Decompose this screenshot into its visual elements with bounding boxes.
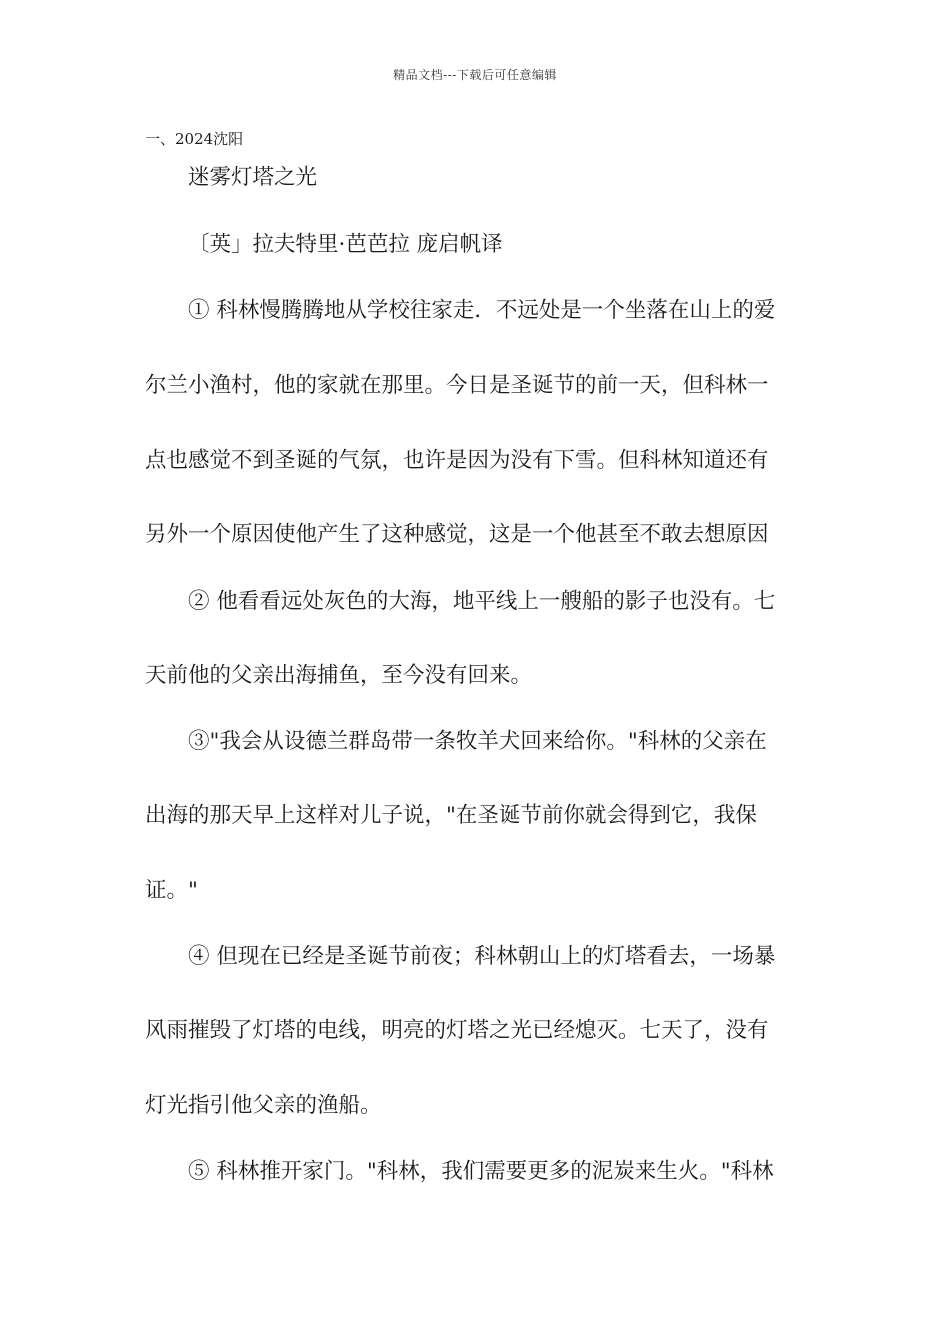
paragraph-line: 点也感觉不到圣诞的气氛，也许是因为没有下雪。但科林知道还有: [145, 448, 769, 473]
paragraph-line: 出海的那天早上这样对儿子说，"在圣诞节前你就会得到它，我保: [145, 803, 757, 828]
paragraph-line: 另外一个原因使他产生了这种感觉，这是一个他甚至不敢去想原因: [145, 522, 769, 547]
page-header: 精品文档---下载后可任意编辑: [393, 68, 557, 82]
section-label: 一、2024沈阳: [145, 130, 244, 148]
paragraph-line: 证。": [145, 878, 198, 903]
paragraph-line: 灯光指引他父亲的渔船。: [145, 1093, 382, 1118]
paragraph-line: 天前他的父亲出海捕鱼，至今没有回来。: [145, 663, 533, 688]
paragraph-line: 风雨摧毁了灯塔的电线，明亮的灯塔之光已经熄灭。七天了，没有: [145, 1018, 769, 1043]
article-byline: 〔英」拉夫特里·芭芭拉 庞启帆译: [188, 232, 503, 257]
paragraph-line: ③"我会从设德兰群岛带一条牧羊犬回来给你。"科林的父亲在: [188, 729, 767, 754]
paragraph-line: ② 他看看远处灰色的大海，地平线上一艘船的影子也没有。七: [188, 589, 776, 614]
paragraph-line: 尔兰小渔村，他的家就在那里。今日是圣诞节的前一天，但科林一: [145, 373, 769, 398]
article-title: 迷雾灯塔之光: [188, 165, 318, 190]
paragraph-line: ④ 但现在已经是圣诞节前夜；科林朝山上的灯塔看去，一场暴: [188, 944, 776, 969]
paragraph-line: ① 科林慢腾腾地从学校往家走．不远处是一个坐落在山上的爱: [188, 298, 776, 323]
paragraph-line: ⑤ 科林推开家门。"科林，我们需要更多的泥炭来生火。"科林: [188, 1159, 774, 1184]
